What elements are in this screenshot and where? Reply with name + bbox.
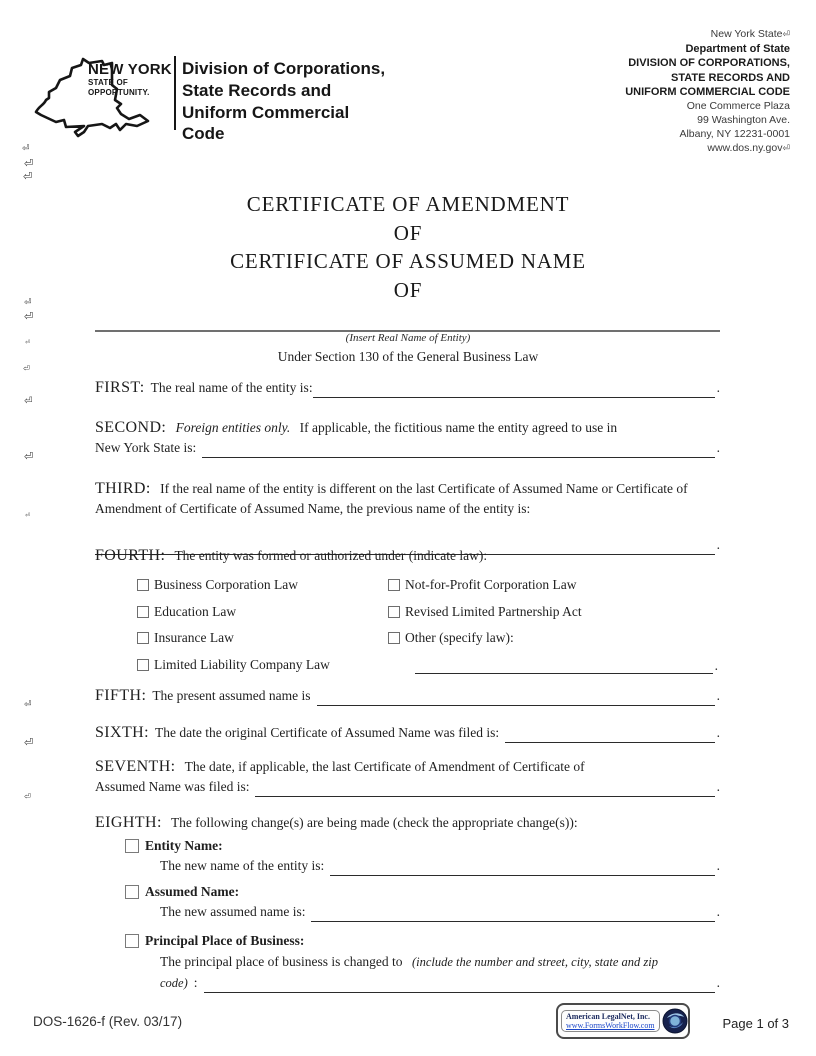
return-mark-icon: ⏎ [24,396,33,407]
title-line2: OF [393,220,423,245]
new-assumed-name-text: The new assumed name is: [160,904,306,919]
option-label: Other (specify law): [405,630,514,646]
section-eighth-paragraph [95,813,720,833]
option-label: Business Corporation Law [154,577,298,593]
option-row [388,625,720,652]
title-line1: CERTIFICATE OF AMENDMENT [246,192,570,216]
section-fifth [95,686,720,706]
address-line: STATE RECORDS AND [671,71,790,84]
period: . [716,779,720,794]
address-line: DIVISION OF CORPORATIONS, [628,57,790,70]
real-name-field[interactable] [313,384,715,398]
logo-brand-line2: STATE OF [88,78,128,87]
principal-place-change-label: Principal Place of Business: [145,933,305,948]
new-assumed-name-row [160,902,720,922]
section-second-label: SECOND: [95,419,167,436]
section-sixth-text: The date the original Certificate of Assumed Name was filed is: [154,725,500,740]
option-label: Insurance Law [154,630,234,646]
logo-divider [174,56,176,130]
new-entity-name-row [160,856,720,876]
option-row [137,625,387,652]
option-row [137,599,387,626]
assumed-name-change-label: Assumed Name: [145,884,240,899]
section-first-text: The real name of the entity is: [150,380,313,395]
legalnet-company-name: American LegalNet, Inc. [566,1012,650,1021]
address-line [625,28,790,42]
period: . [716,380,720,395]
principal-place-hint1: (include the number and street, city, state and zip [411,955,658,969]
address-line: UNIFORM COMMERCIAL CODE [625,86,790,99]
section-fifth-text: The present assumed name is [152,688,311,703]
checkbox-limited-liability-company-law[interactable] [137,659,149,671]
section-eighth-label: EIGHTH: [95,814,162,831]
section-second-text: If applicable, the fictitious name the entity agreed to use in [299,420,618,435]
section-eighth [95,813,720,993]
dos-website-text: www.dos.ny.gov [707,141,783,154]
form-title [0,190,816,304]
return-mark-icon: ⏎ [782,30,790,40]
american-legalnet-badge [556,1003,690,1039]
section-seventh-text: The date, if applicable, the last Certificate of Amendment of Certificate of [184,759,585,774]
last-amendment-date-field[interactable] [255,783,714,797]
period: . [716,858,720,873]
section-third-label: THIRD: [95,480,151,497]
fictitious-name-field[interactable] [202,444,714,458]
other-law-row [415,658,718,674]
checkbox-principal-place-change[interactable] [125,934,139,948]
period: . [716,975,720,990]
principal-place-field[interactable] [204,979,715,993]
return-mark-icon: ⏎ [25,512,31,519]
return-mark-icon: ⏎ [24,700,32,710]
formsworkflow-link[interactable]: www.FormsWorkFlow.com [566,1021,655,1030]
logo-brand-text [88,62,174,97]
period: . [714,657,718,673]
address-line: One Commerce Plaza [686,99,790,112]
entity-name-change-row [125,836,720,856]
period: . [716,904,720,919]
checkbox-business-corporation-law[interactable] [137,579,149,591]
section-third [95,479,720,555]
period: . [716,537,720,552]
form-number: DOS-1626-f (Rev. 03/17) [33,1014,183,1029]
law-options-left-column [137,572,387,678]
original-filing-date-field[interactable] [505,729,715,743]
period: . [716,440,720,455]
principal-place-text: The principal place of business is changed to [160,954,403,969]
logo-brand-line3: OPPORTUNITY. [88,88,150,97]
address-line: Department of State [685,42,790,55]
division-title [182,58,396,145]
principal-place-paragraph [160,951,720,973]
section-first-label: FIRST: [95,379,145,396]
section-second-text2: New York State is: [95,440,197,455]
section-third-text: If the real name of the entity is different on the last Certificate of Assumed Name or Certificate of Amendment of Certificate of Assumed Name, the previous name of the entity is: [95,481,688,516]
american-legalnet-badge-inner [561,1010,660,1032]
option-label: Limited Liability Company Law [154,656,330,672]
statute-caption: Under Section 130 of the General Business Law [277,349,539,364]
division-line: Division of Corporations, [182,59,386,78]
section-seventh-paragraph [95,757,720,777]
section-second [95,418,720,458]
section-seventh-label: SEVENTH: [95,758,176,775]
globe-icon [662,1008,688,1034]
principal-place-field-row [160,973,720,993]
title-line3: CERTIFICATE OF ASSUMED NAME [230,249,586,273]
insert-name-hint: (Insert Real Name of Entity) [345,332,471,344]
return-mark-icon: ⏎ [22,144,30,154]
return-mark-icon: ⏎ [23,364,30,373]
principal-place-colon: : [193,975,198,990]
return-mark-icon: ⏎ [24,298,32,308]
foreign-entities-note: Foreign entities only. [175,420,291,435]
section-third-paragraph [95,479,720,519]
section-seventh [95,757,720,797]
checkbox-education-law[interactable] [137,606,149,618]
option-row [137,572,387,599]
page-number: Page 1 of 3 [722,1016,789,1031]
option-row [388,599,720,626]
return-mark-icon: ⏎ [24,736,34,749]
section-sixth [95,723,720,743]
section-eighth-text: The following change(s) are being made (check the appropriate change(s)): [170,815,578,830]
present-assumed-name-field[interactable] [317,692,715,706]
new-entity-name-text: The new name of the entity is: [160,858,325,873]
address-line: 99 Washington Ave. [697,113,790,126]
return-mark-icon: ⏎ [24,310,34,323]
other-law-field[interactable] [415,659,713,673]
checkbox-assumed-name-change[interactable] [125,885,139,899]
checkbox-not-for-profit-corporation-law[interactable] [388,579,400,591]
address-text: New York State [710,28,783,40]
address-line [625,142,790,156]
option-label: Not-for-Profit Corporation Law [405,577,577,593]
logo-brand-line1: NEW YORK [88,61,172,78]
principal-place-hint2: code) [160,976,188,990]
return-mark-icon: ⏎ [24,157,34,170]
checkbox-entity-name-change[interactable] [125,839,139,853]
option-label: Education Law [154,603,237,619]
return-mark-icon: ⏎ [23,170,33,183]
checkbox-insurance-law[interactable] [137,632,149,644]
nys-logo [28,50,396,144]
section-fourth-label: FOURTH: [95,547,166,564]
division-line: Uniform Commercial Code [182,102,350,144]
option-row [137,652,387,679]
section-fourth [95,546,720,566]
return-mark-icon: ⏎ [25,339,31,346]
principal-place-change-row [125,931,720,951]
title-line4: OF [393,277,423,302]
assumed-name-change-row [125,882,720,902]
return-mark-icon: ⏎ [24,450,34,463]
section-second-paragraph [95,418,720,438]
law-options-right-column [388,572,720,674]
option-label: Revised Limited Partnership Act [405,603,582,619]
new-entity-name-field[interactable] [330,862,714,876]
section-first [95,378,720,398]
division-line: State Records and [182,80,332,100]
new-assumed-name-field[interactable] [311,908,714,922]
checkbox-other-law[interactable] [388,632,400,644]
section-fourth-text: The entity was formed or authorized under (indicate law): [174,548,488,563]
option-row [388,572,720,599]
period: . [716,688,720,703]
section-fifth-label: FIFTH: [95,687,147,704]
period: . [716,725,720,740]
section-seventh-text2: Assumed Name was filed is: [95,779,250,794]
return-mark-icon: ⏎ [782,143,790,154]
address-line: Albany, NY 12231-0001 [679,127,790,140]
entity-name-change-label: Entity Name: [145,838,223,853]
department-address-block [625,28,790,155]
return-mark-icon: ⏎ [24,792,31,801]
checkbox-revised-limited-partnership-act[interactable] [388,606,400,618]
section-sixth-label: SIXTH: [95,724,149,741]
